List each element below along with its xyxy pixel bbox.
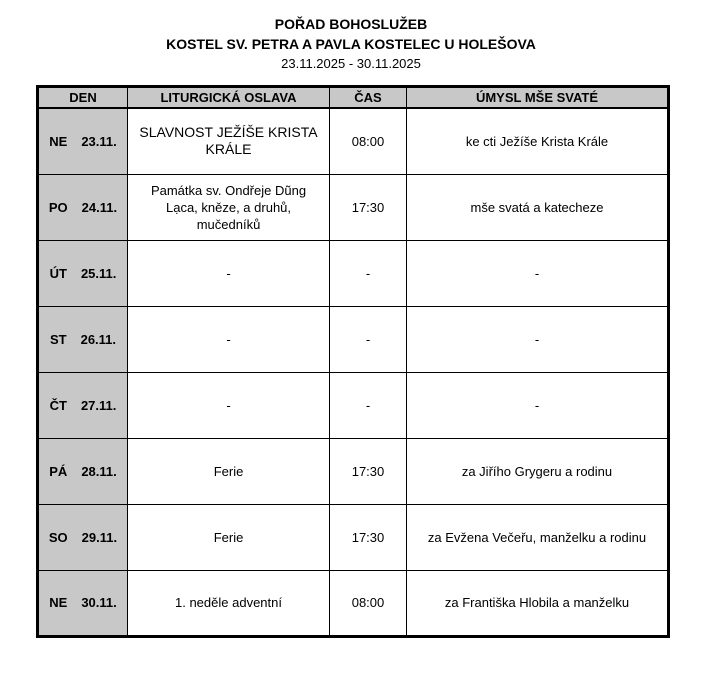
day-date: 25.11. (80, 265, 117, 281)
celebration-cell: Památka sv. Ondřeje Dũng Lạca, kněze, a druhů, mučedníků (128, 174, 330, 240)
table-row (38, 570, 669, 636)
column-header-liturgicka-oslava: LITURGICKÁ OSLAVA (128, 87, 330, 109)
intention-cell: za Evžena Večeřu, manželku a rodinu (407, 504, 669, 570)
day-date: 29.11. (81, 529, 118, 545)
celebration-cell: SLAVNOST JEŽÍŠE KRISTA KRÁLE (128, 108, 330, 174)
intention-cell: mše svatá a katecheze (407, 174, 669, 240)
column-header-den: DEN (38, 87, 128, 109)
day-abbr: ČT (49, 397, 67, 413)
time-cell: 08:00 (330, 108, 407, 174)
table-row (38, 174, 669, 240)
day-cell (38, 306, 128, 372)
day-abbr: NE (49, 133, 68, 149)
intention-cell: ke cti Ježíše Krista Krále (407, 108, 669, 174)
time-cell: - (330, 306, 407, 372)
column-header-cas: ČAS (330, 87, 407, 109)
celebration-cell: - (128, 306, 330, 372)
table-row (38, 372, 669, 438)
celebration-cell: Ferie (128, 438, 330, 504)
table-header-row (38, 87, 669, 109)
day-abbr: NE (49, 595, 68, 610)
day-cell (38, 504, 128, 570)
day-date: 28.11. (81, 463, 117, 479)
intention-cell: - (407, 240, 669, 306)
intention-cell: za Jiřího Grygeru a rodinu (407, 438, 669, 504)
time-cell: - (330, 372, 407, 438)
table-row (38, 240, 669, 306)
table-row (38, 438, 669, 504)
day-abbr: PO (48, 199, 68, 215)
day-cell (38, 438, 128, 504)
day-cell (38, 108, 128, 174)
celebration-cell: 1. neděle adventní (128, 570, 330, 636)
intention-cell: - (407, 372, 669, 438)
table-row (38, 108, 669, 174)
day-cell (38, 240, 128, 306)
day-cell (38, 372, 128, 438)
day-abbr: ÚT (49, 265, 67, 281)
time-cell: 17:30 (330, 438, 407, 504)
intention-cell: za Františka Hlobila a manželku (407, 570, 669, 636)
time-cell: 17:30 (330, 504, 407, 570)
document-header (0, 0, 702, 73)
day-date: 27.11. (80, 397, 117, 413)
page-title: POŘAD BOHOSLUŽEB (274, 16, 428, 32)
day-date: 23.11. (81, 133, 117, 149)
table-row (38, 504, 669, 570)
day-abbr: SO (48, 529, 68, 545)
day-date: 24.11. (81, 199, 118, 215)
day-cell (38, 570, 128, 636)
day-cell (38, 174, 128, 240)
intention-cell: - (407, 306, 669, 372)
time-cell: 17:30 (330, 174, 407, 240)
column-header-umysl: ÚMYSL MŠE SVATÉ (407, 87, 669, 109)
time-cell: - (330, 240, 407, 306)
date-range: 23.11.2025 - 30.11.2025 (281, 56, 421, 71)
celebration-cell: - (128, 240, 330, 306)
time-cell: 08:00 (330, 570, 407, 636)
day-date: 26.11. (80, 331, 117, 347)
table-row (38, 306, 669, 372)
day-date: 30.11. (81, 595, 117, 610)
day-abbr: ST (49, 331, 67, 347)
mass-schedule-table (36, 85, 670, 638)
celebration-cell: - (128, 372, 330, 438)
celebration-cell: Ferie (128, 504, 330, 570)
page-subtitle: KOSTEL SV. PETRA A PAVLA KOSTELEC U HOLEŠOVA (166, 36, 536, 52)
day-abbr: PÁ (49, 463, 68, 479)
